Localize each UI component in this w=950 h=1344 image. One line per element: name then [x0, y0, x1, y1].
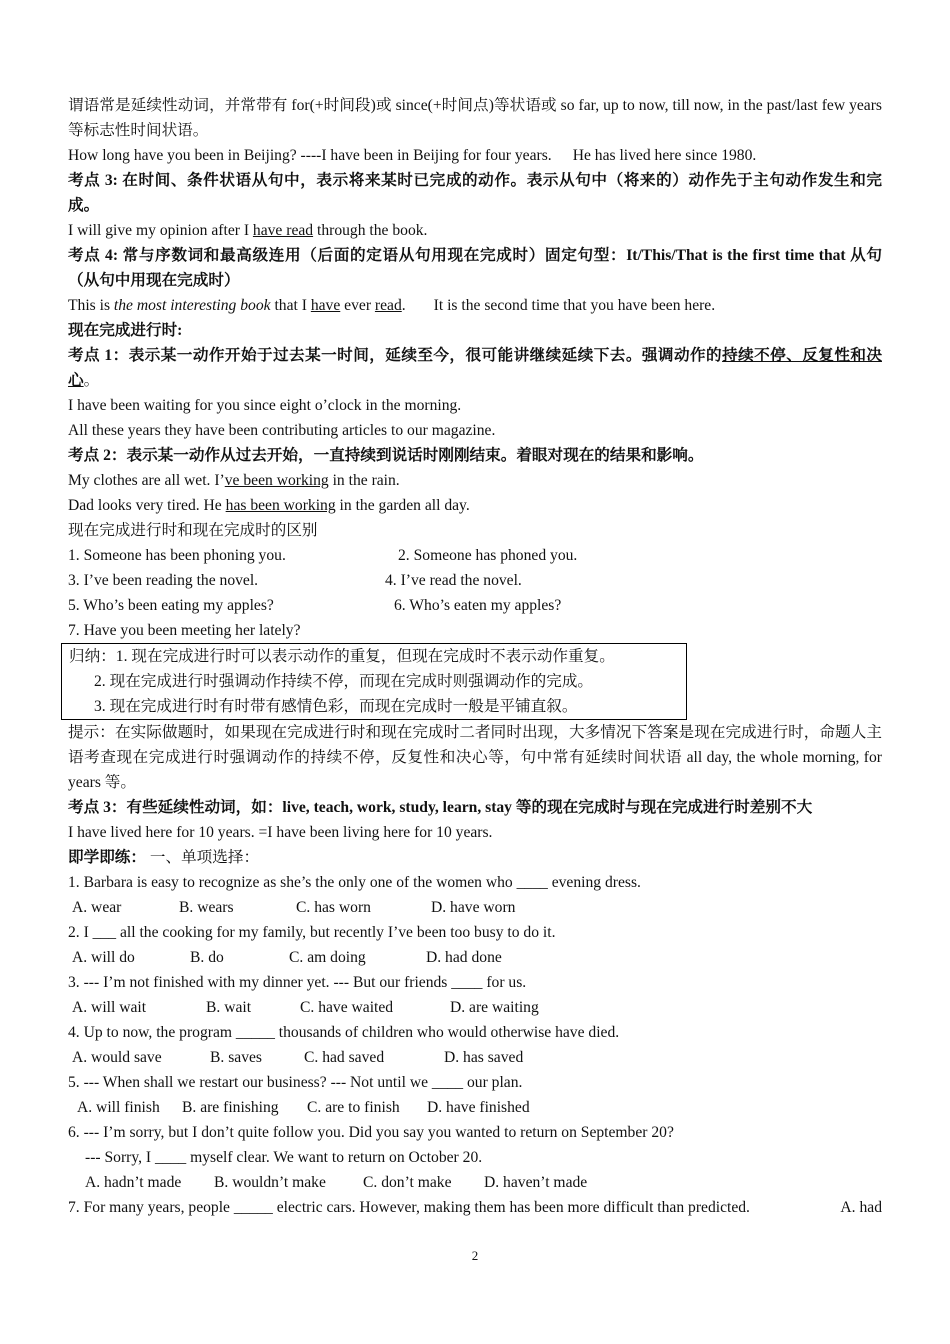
option: A. had [840, 1199, 882, 1216]
question-options [68, 1095, 882, 1120]
question-options [68, 1045, 882, 1070]
question-stem: 2. I ___ all the cooking for my family, but recently I’ve been too busy to do it. [68, 924, 556, 941]
example-text: in the garden all day. [335, 497, 470, 514]
comparison-pair [68, 543, 882, 568]
pair-left: 5. Who’s been eating my apples? [68, 597, 274, 614]
summary-box [61, 643, 687, 720]
exercise-heading [68, 845, 882, 870]
pair-right: 6. Who’s eaten my apples? [394, 597, 562, 614]
summary-line: 3. 现在完成进行时有时带有感情色彩，而现在完成时一般是平铺直叙。 [94, 698, 578, 715]
example-text: that I [270, 297, 311, 314]
italic-text: the most interesting book [113, 297, 271, 314]
example-line: All these years they have been contributing articles to our magazine. [68, 422, 496, 439]
heading-text: 。 [83, 372, 100, 389]
document-body [68, 93, 882, 1220]
option: B. wait [206, 999, 252, 1016]
section-heading: 现在完成进行时: [68, 322, 183, 339]
example-text: Dad looks very tired. He [68, 497, 226, 514]
comparison-pair [68, 568, 882, 593]
paragraph-intro: 谓语常是延续性动词，并常带有 for(+时间段)或 since(+时间点)等状语或 so far, up to now, till now, in the past/last few years 等标志性时间状语。 [68, 97, 882, 139]
pair-right: 2. Someone has phoned you. [398, 547, 578, 564]
option: A. will finish [77, 1099, 160, 1116]
example-text: He has lived here since 1980. [572, 147, 757, 164]
underlined-text: have [310, 297, 341, 314]
option: D. have worn [431, 899, 516, 916]
question-stem: 5. --- When shall we restart our business? --- Not until we ____ our plan. [68, 1074, 523, 1091]
example-line [68, 293, 882, 318]
option: C. am doing [289, 949, 366, 966]
page-number: 2 [471, 1248, 479, 1263]
option: A. hadn’t made [85, 1174, 182, 1191]
option: A. will wait [72, 999, 147, 1016]
option: A. would save [72, 1049, 162, 1066]
option: B. are finishing [182, 1099, 279, 1116]
question-stem: 6. --- I’m sorry, but I don’t quite follow you. Did you say you wanted to return on September 20? [68, 1124, 674, 1141]
option: D. had done [426, 949, 502, 966]
option: A. will do [72, 949, 135, 966]
option: D. has saved [444, 1049, 524, 1066]
underlined-text: has been working [225, 497, 336, 514]
option: C. has worn [296, 899, 371, 916]
example-text: This is [68, 297, 114, 314]
underlined-text: have read [252, 222, 314, 239]
example-text: in the rain. [328, 472, 400, 489]
example-line: I have been waiting for you since eight o’clock in the morning. [68, 397, 462, 414]
exercise-subtitle: 一、单项选择： [145, 849, 260, 866]
question-options [68, 1170, 882, 1195]
example-text: It is the second time that you have been here. [433, 297, 716, 314]
option: C. have waited [300, 999, 394, 1016]
option: D. are waiting [450, 999, 539, 1016]
example-line [68, 143, 882, 168]
heading-text: 考点 1：表示某一动作开始于过去某一时间，延续至今，很可能讲继续延续下去。强调动作的 [68, 347, 723, 364]
pair-left: 1. Someone has been phoning you. [68, 547, 286, 564]
comparison-pair [68, 593, 882, 618]
summary-line: 归纳：1. 现在完成进行时可以表示动作的重复，但现在完成时不表示动作重复。 [69, 648, 615, 665]
question-stem: 3. --- I’m not finished with my dinner yet. --- But our friends ____ for us. [68, 974, 527, 991]
underlined-text: read [374, 297, 402, 314]
option: C. are to finish [307, 1099, 400, 1116]
pair-left: 3. I’ve been reading the novel. [68, 572, 259, 589]
example-text: How long have you been in Beijing? ----I have been in Beijing for four years. [68, 147, 552, 164]
underlined-text: 持续不停、反复性和决心 [68, 347, 882, 389]
example-line [68, 493, 882, 518]
option: A. wear [72, 899, 122, 916]
question-stem: 1. Barbara is easy to recognize as she’s the only one of the women who ____ evening dress. [68, 874, 641, 891]
option: B. do [190, 949, 224, 966]
question-options [68, 995, 882, 1020]
question-stem: 4. Up to now, the program _____ thousands of children who would otherwise have died. [68, 1024, 620, 1041]
heading-point-2: 考点 2：表示某一动作从过去开始，一直持续到说话时刚刚结束。着眼对现在的结果和影响。 [68, 447, 704, 464]
heading-point-3b: 考点 3：有些延续性动词，如：live, teach, work, study, learn, stay 等的现在完成时与现在完成进行时差别不大 [68, 799, 813, 816]
heading-point-3: 考点 3: 在时间、条件状语从句中，表示将来某时已完成的动作。表示从句中（将来的）动作先于主句动作发生和完成。 [68, 172, 882, 214]
example-text: My clothes are all wet. I’ [68, 472, 225, 489]
example-text: I will give my opinion after I [68, 222, 253, 239]
question-stem-continued: --- Sorry, I ____ myself clear. We want to return on October 20. [85, 1149, 483, 1166]
example-line [68, 218, 882, 243]
option: B. wears [179, 899, 234, 916]
question-options [68, 895, 882, 920]
example-line: 7. Have you been meeting her lately? [68, 622, 301, 639]
question-stem [68, 1195, 882, 1220]
underlined-text: ve been working [224, 472, 329, 489]
option: C. don’t make [363, 1174, 452, 1191]
summary-line: 2. 现在完成进行时强调动作持续不停，而现在完成时则强调动作的完成。 [94, 673, 594, 690]
example-text: . [401, 297, 406, 314]
heading-point-1 [68, 343, 882, 393]
example-text: ever [340, 297, 375, 314]
option: D. have finished [427, 1099, 530, 1116]
question-text: 7. For many years, people _____ electric cars. However, making them has been more difficult than predicted. [68, 1199, 750, 1216]
example-line: I have lived here for 10 years. =I have been living here for 10 years. [68, 824, 493, 841]
question-options [68, 945, 882, 970]
heading-point-4: 考点 4: 常与序数词和最高级连用（后面的定语从句用现在完成时）固定句型：It/This/That is the first time that 从句（从句中用现在完成时） [68, 247, 882, 289]
option: B. saves [210, 1049, 262, 1066]
option: C. had saved [304, 1049, 385, 1066]
pair-right: 4. I’ve read the novel. [385, 572, 522, 589]
comparison-heading: 现在完成进行时和现在完成时的区别 [68, 522, 318, 539]
option: B. wouldn’t make [214, 1174, 326, 1191]
exercise-label: 即学即练： [68, 849, 146, 866]
example-line [68, 468, 882, 493]
tip-paragraph: 提示：在实际做题时，如果现在完成进行时和现在完成时二者同时出现，大多情况下答案是现在完成进行时，命题人主语考查现在完成进行时强调动作的持续不停，反复性和决心等，句中常有延续时间状语 all day, the whole morning, for years 等。 [68, 724, 882, 791]
option: D. haven’t made [484, 1174, 588, 1191]
example-text: through the book. [313, 222, 428, 239]
